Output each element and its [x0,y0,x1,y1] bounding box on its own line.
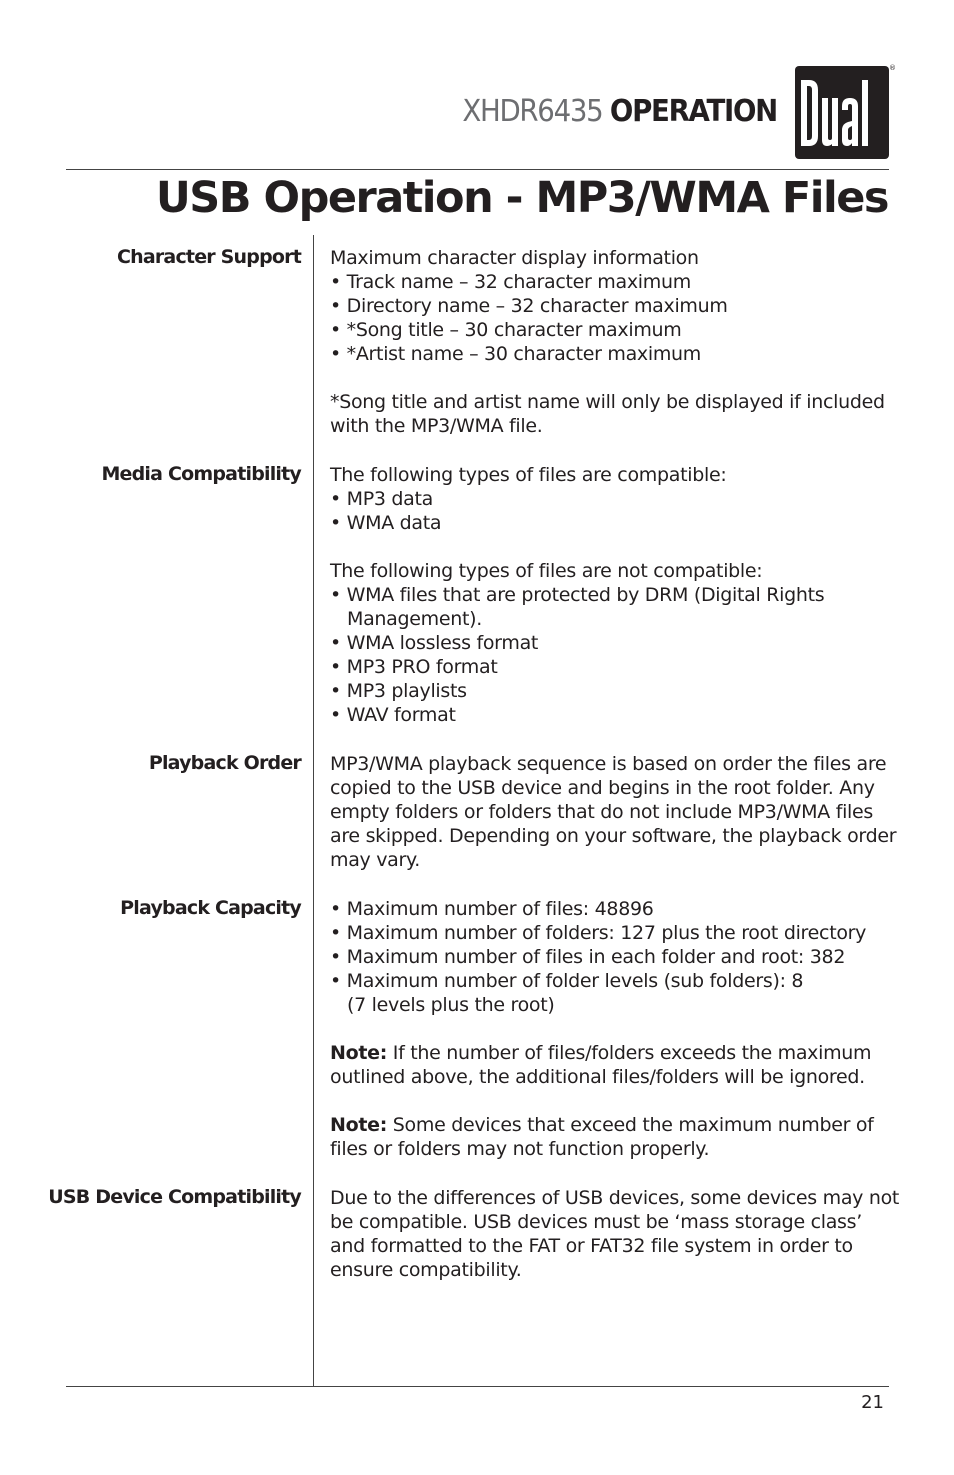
column-divider [313,235,314,1387]
model-number: XHDR6435 [462,94,603,129]
section-label-playback-order: Playback Order [148,752,301,774]
list-item: • WMA lossless format [330,632,539,654]
paragraph-line: be compatible. USB devices must be ‘mass storage class’ [330,1211,862,1233]
incompatible-intro: The following types of files are not compatible: [330,560,763,582]
character-intro: Maximum character display information [330,247,699,269]
registered-mark: ® [889,64,896,72]
note-text: If the number of files/folders exceeds the maximum [387,1042,872,1064]
footnote-line: with the MP3/WMA file. [330,415,543,437]
list-item: • Track name – 32 character maximum [330,271,691,293]
compatible-intro: The following types of files are compatible: [330,464,727,486]
note-label: Note: [330,1042,388,1064]
list-item: • Maximum number of folder levels (sub folders): 8 [330,970,804,992]
section-label-media-compatibility: Media Compatibility [101,463,301,485]
note-line: outlined above, the additional files/folders will be ignored. [330,1066,865,1088]
note-label: Note: [330,1114,388,1136]
note-line: files or folders may not function properly. [330,1138,710,1160]
section-label-playback-capacity: Playback Capacity [120,897,301,919]
paragraph-line: ensure compatibility. [330,1259,522,1281]
paragraph-line: copied to the USB device and begins in the root folder. Any [330,777,875,799]
note-text: Some devices that exceed the maximum number of [387,1114,874,1136]
section-label-usb-device-compatibility: USB Device Compatibility [48,1186,301,1208]
section-body-usb-device-compatibility [330,1186,900,1282]
section-body-playback-order [330,752,895,872]
paragraph-line: MP3/WMA playback sequence is based on order the files are [330,753,887,775]
list-item: • *Artist name – 30 character maximum [330,343,702,365]
section-body-media-compatibility [330,463,895,727]
list-item: • *Song title – 30 character maximum [330,319,682,341]
paragraph-line: empty folders or folders that do not include MP3/WMA files [330,801,874,823]
list-item: • MP3 PRO format [330,656,498,678]
paragraph-line: are skipped. Depending on your software, the playback order [330,825,897,847]
section-body-playback-capacity [330,897,895,1161]
header-model-line [462,92,777,132]
operation-label: OPERATION [609,94,777,129]
footnote-line: *Song title and artist name will only be displayed if included [330,391,885,413]
footer-rule [66,1386,889,1387]
dual-logo [795,66,889,159]
list-item: • MP3 playlists [330,680,467,702]
list-item: • MP3 data [330,488,434,510]
page-title: USB Operation - MP3/WMA Files [155,173,888,223]
section-label-character-support: Character Support [116,246,301,268]
list-item: • Maximum number of folders: 127 plus the root directory [330,922,867,944]
paragraph-line: and formatted to the FAT or FAT32 file system in order to [330,1235,853,1257]
dual-logo-mark [795,66,889,159]
list-item: • Directory name – 32 character maximum [330,295,728,317]
list-item: • WAV format [330,704,456,726]
list-item: • Maximum number of files in each folder and root: 382 [330,946,846,968]
section-body-character-support [330,246,895,438]
page-number: 21 [861,1392,884,1413]
list-item: • WMA data [330,512,442,534]
list-item-continuation: (7 levels plus the root) [347,994,555,1016]
list-item: • Maximum number of files: 48896 [330,898,654,920]
paragraph-line: may vary. [330,849,421,871]
list-item: • WMA files that are protected by DRM (Digital Rights [330,584,825,606]
note-line [330,1041,895,1065]
paragraph-line: Due to the differences of USB devices, some devices may not [330,1187,900,1209]
list-item-continuation: Management). [347,608,483,630]
note-line [330,1113,895,1137]
